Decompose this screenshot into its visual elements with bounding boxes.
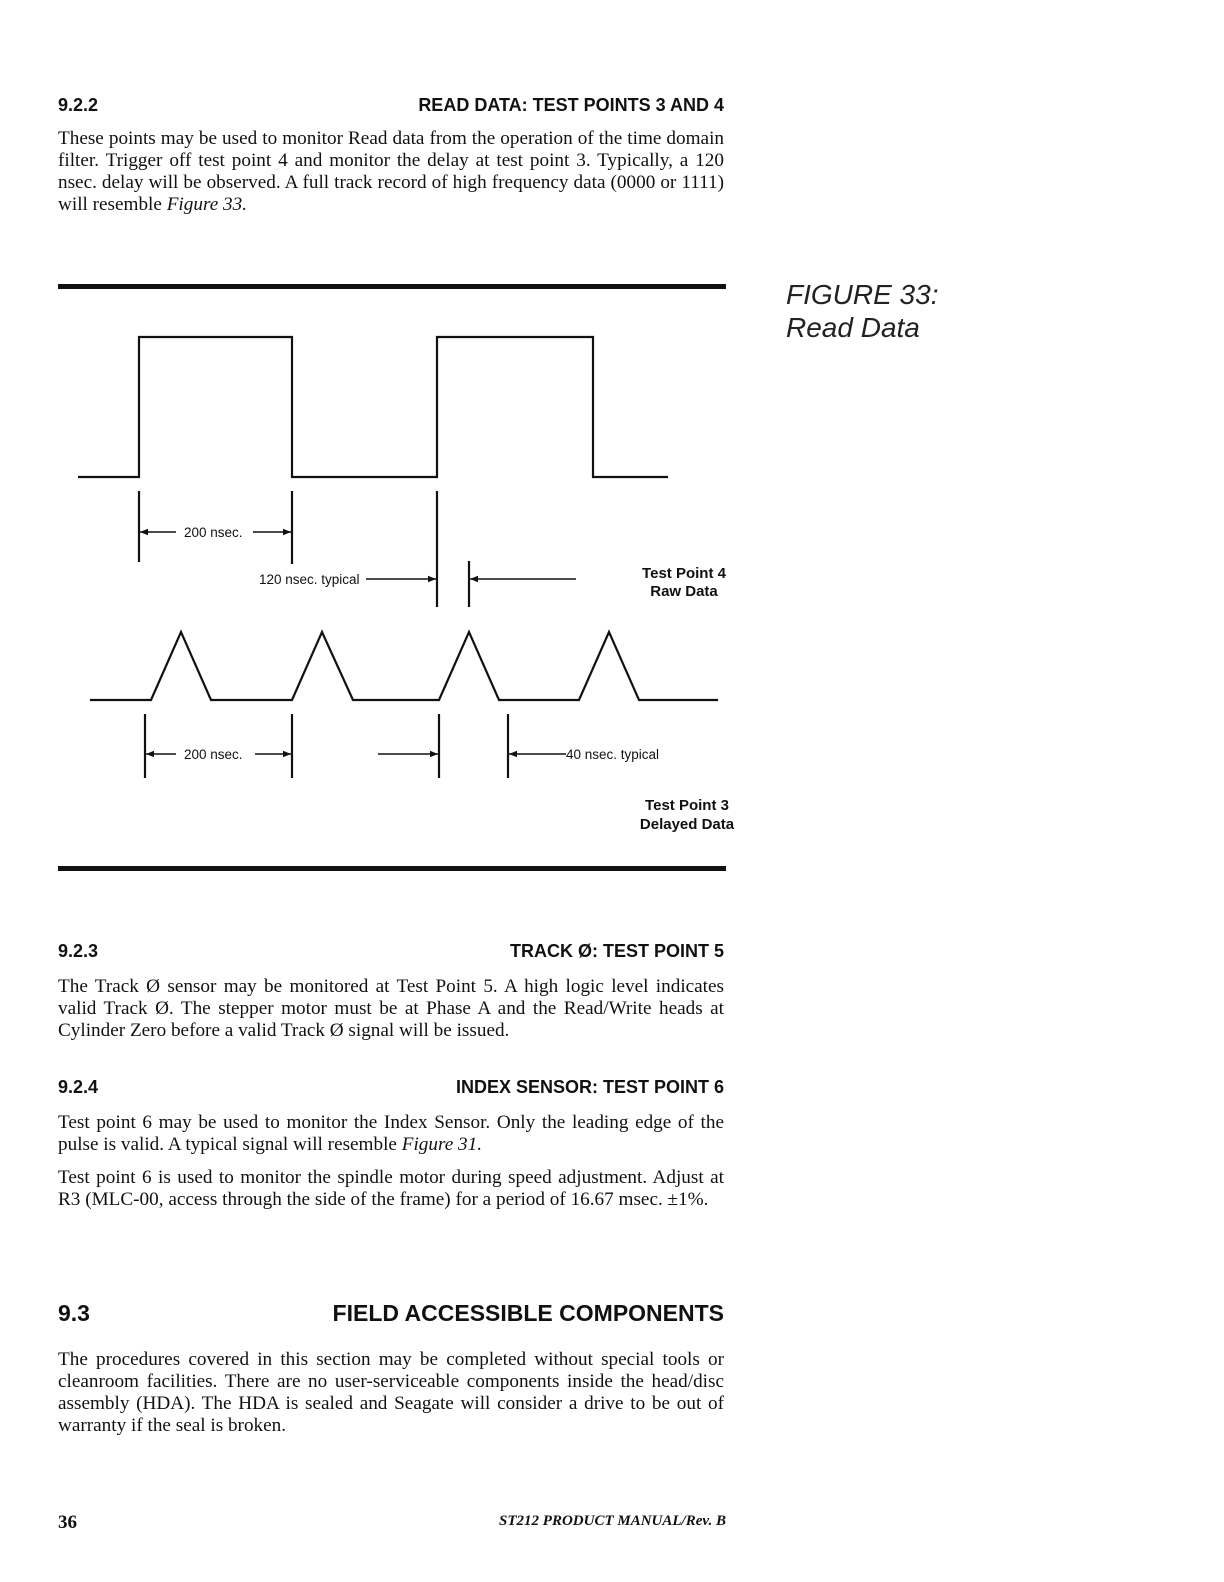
section-number: 9.3 <box>58 1300 90 1326</box>
paragraph-speed-adjustment: Test point 6 is used to monitor the spindle motor during speed adjustment. Adjust at R3 (MLC-00, access through the side of the frame) for a period of 16.67 msec. ±1%. <box>58 1167 724 1210</box>
paragraph-field-components: The procedures covered in this section may be completed without special tools or cleanroom facilities. There are no user-serviceable components inside the head/disc assembly (HDA). The HDA is sealed and Seagate will consider a drive to be out of warranty if the seal is broken. <box>58 1349 724 1436</box>
pulse-width-label: 40 nsec. typical <box>566 747 660 762</box>
tp4-label-line1: Test Point 4 <box>642 565 726 582</box>
tp3-label-line1: Test Point 3 <box>645 797 729 814</box>
section-title: TRACK Ø: TEST POINT 5 <box>509 941 724 961</box>
figure-reference: Figure 33. <box>166 194 247 215</box>
section-number: 9.2.3 <box>58 941 99 961</box>
section-title: FIELD ACCESSIBLE COMPONENTS <box>332 1300 724 1326</box>
paragraph-index-sensor: Test point 6 may be used to monitor the Index Sensor. Only the leading edge of the pulse is valid. A typical signal will resemble Figure 31. <box>58 1112 724 1155</box>
section-title: INDEX SENSOR: TEST POINT 6 <box>455 1077 724 1097</box>
manual-title: ST212 PRODUCT MANUAL/Rev. B <box>499 1513 726 1529</box>
raw-period-label: 200 nsec. <box>184 525 243 540</box>
delayed-data-waveform <box>90 632 718 700</box>
raw-data-waveform <box>78 337 668 477</box>
section-number: 9.2.2 <box>58 95 99 115</box>
figure-reference: Figure 31. <box>401 1134 483 1155</box>
section-heading-9-2-3 <box>58 941 724 967</box>
section-title: READ DATA: TEST POINTS 3 AND 4 <box>418 95 724 115</box>
page-number: 36 <box>58 1512 77 1533</box>
paragraph-track-zero: The Track Ø sensor may be monitored at Test Point 5. A high logic level indicates valid Track Ø. The stepper motor must be at Phase A and the Read/Write heads at Cylinder Zero before a valid Track Ø signal will be issued. <box>58 976 724 1041</box>
section-heading-9-3 <box>58 1300 724 1326</box>
section-heading-9-2-4 <box>58 1077 724 1103</box>
section-number: 9.2.4 <box>58 1077 99 1097</box>
figure-caption-title: Read Data <box>786 312 920 343</box>
figure-caption-number: FIGURE 33: <box>786 279 939 310</box>
delayed-period-label: 200 nsec. <box>184 747 243 762</box>
delay-label: 120 nsec. typical <box>259 572 360 587</box>
tp4-label-line2: Raw Data <box>650 583 718 600</box>
tp3-label-line2: Delayed Data <box>639 816 735 833</box>
paragraph-read-data: These points may be used to monitor Read data from the operation of the time domain filter. Trigger off test point 4 and monitor the delay at test point 3. Typically, a 120 nsec. delay will be observed. A full track record of high frequency data (0000 or 1111) will resemble Figure 33. <box>58 128 724 215</box>
